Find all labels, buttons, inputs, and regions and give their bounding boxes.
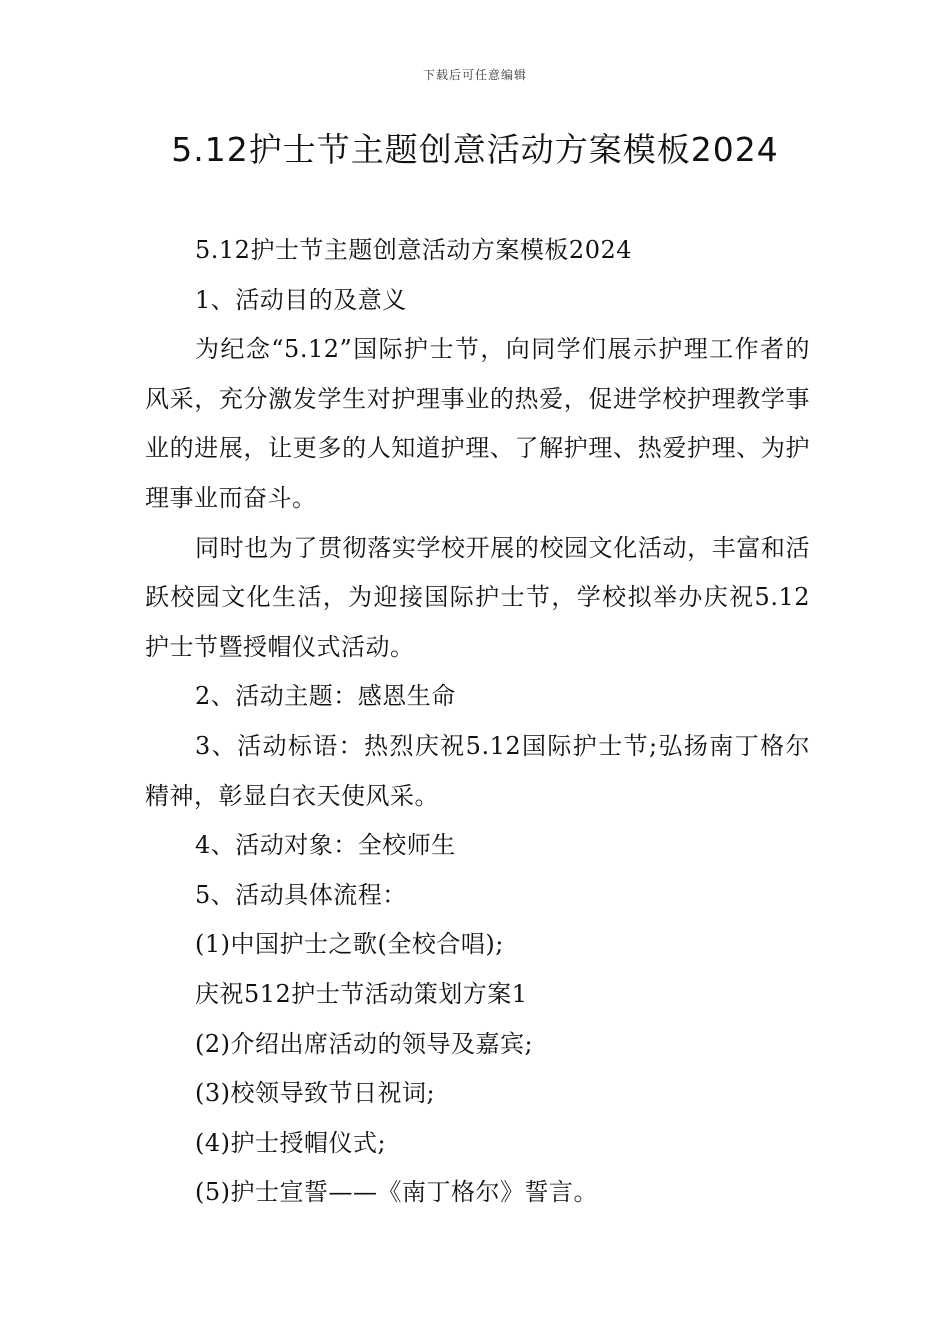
paragraph-step-3: (3)校领导致节日祝词; [195,1079,436,1108]
paragraph-purpose-continued: 同时也为了贯彻落实学校开展的校园文化活动，丰富和活跃校园文化生活，为迎接国际护士节，学校拟举办庆祝5.12护士节暨授帽仪式活动。 [145,533,810,661]
paragraph-audience: 4、活动对象：全校师生 [195,831,456,860]
header-note: 下载后可任意编辑 [422,68,527,82]
document-body [145,226,810,1218]
paragraph-subtitle: 5.12护士节主题创意活动方案模板2024 [195,236,633,264]
paragraph-plan-reference: 庆祝512护士节活动策划方案1 [195,979,528,1008]
paragraph-slogan: 3、活动标语：热烈庆祝5.12国际护士节;弘扬南丁格尔精神，彰显白衣天使风采。 [145,731,810,810]
paragraph-step-2: (2)介绍出席活动的领导及嘉宾; [195,1029,534,1058]
document-title: 5.12护士节主题创意活动方案模板2024 [171,130,779,169]
paragraph-step-4: (4)护士授帽仪式; [195,1128,387,1157]
paragraph-step-1: (1)中国护士之歌(全校合唱); [195,930,504,959]
paragraph-step-5: (5)护士宣誓——《南丁格尔》誓言。 [195,1178,598,1207]
paragraph-section-1-heading: 1、活动目的及意义 [195,285,407,314]
paragraph-theme: 2、活动主题：感恩生命 [195,682,456,711]
paragraph-process-heading: 5、活动具体流程： [195,880,407,909]
paragraph-purpose: 为纪念“5.12”国际护士节，向同学们展示护理工作者的风采，充分激发学生对护理事业的热爱，促进学校护理教学事业的进展，让更多的人知道护理、了解护理、热爱护理、为护理事业而奋斗。 [145,335,810,512]
